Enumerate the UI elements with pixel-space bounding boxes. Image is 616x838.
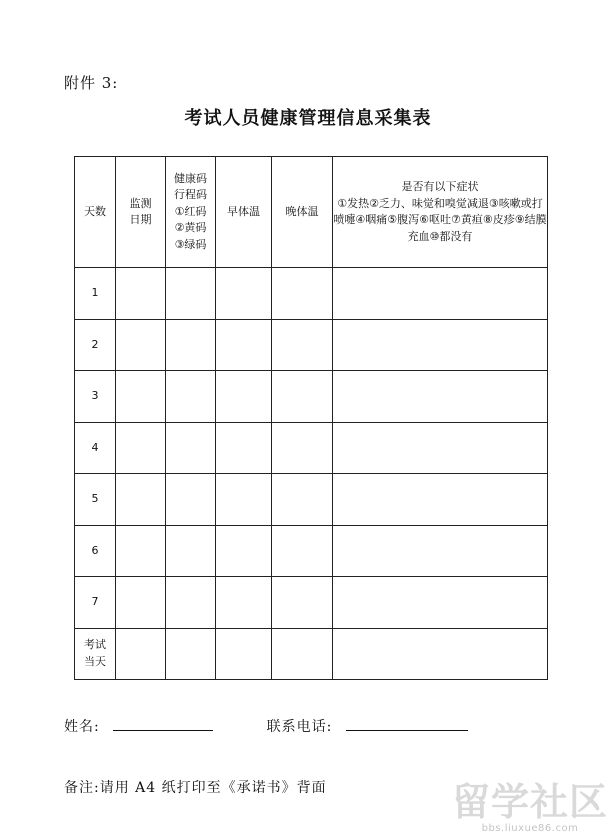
table-row: [75, 268, 548, 320]
symptoms-cell[interactable]: [333, 474, 548, 526]
signature-line: [64, 716, 468, 736]
col-header-day: 天数: [75, 157, 116, 268]
morning-temp-cell[interactable]: [216, 371, 272, 423]
morning-temp-cell[interactable]: [216, 577, 272, 629]
phone-label: 联系电话:: [266, 719, 333, 735]
table-row: [75, 371, 548, 423]
symptoms-cell[interactable]: [333, 371, 548, 423]
day-cell: 4: [75, 422, 116, 474]
col-header-morning-temp: 早体温: [216, 157, 272, 268]
evening-temp-cell[interactable]: [272, 422, 333, 474]
day-cell: 6: [75, 525, 116, 577]
form-title: 考试人员健康管理信息采集表: [184, 108, 432, 129]
date-cell[interactable]: [116, 525, 166, 577]
morning-temp-cell[interactable]: [216, 525, 272, 577]
col-header-evening-temp: 晚体温: [272, 157, 333, 268]
morning-temp-cell[interactable]: [216, 422, 272, 474]
date-cell[interactable]: [116, 577, 166, 629]
col-header-health-code: 健康码 行程码 ①红码 ②黄码 ③绿码: [166, 157, 216, 268]
symptoms-cell[interactable]: [333, 628, 548, 680]
health-code-cell[interactable]: [166, 474, 216, 526]
health-code-cell[interactable]: [166, 628, 216, 680]
attachment-label: 附件 3:: [64, 74, 119, 92]
table-row: [75, 525, 548, 577]
date-cell[interactable]: [116, 422, 166, 474]
col-header-symptoms: 是否有以下症状 ①发热②乏力、味觉和嗅觉减退③咳嗽或打喷嚏④咽痛⑤腹泻⑥呕吐⑦黄疸⑧皮疹⑨结膜充血⑩都没有: [333, 157, 548, 268]
symptoms-cell[interactable]: [333, 525, 548, 577]
evening-temp-cell[interactable]: [272, 371, 333, 423]
symptoms-cell[interactable]: [333, 577, 548, 629]
morning-temp-cell[interactable]: [216, 268, 272, 320]
day-cell: 3: [75, 371, 116, 423]
health-info-table: [74, 156, 548, 680]
day-cell: 考试 当天: [75, 628, 116, 680]
phone-blank[interactable]: [346, 716, 468, 731]
evening-temp-cell[interactable]: [272, 628, 333, 680]
table-header-row: [75, 157, 548, 268]
remark-note: 备注:请用 A4 纸打印至《承诺书》背面: [64, 780, 327, 796]
evening-temp-cell[interactable]: [272, 474, 333, 526]
date-cell[interactable]: [116, 268, 166, 320]
name-blank[interactable]: [113, 716, 213, 731]
table-row: [75, 577, 548, 629]
day-cell: 2: [75, 319, 116, 371]
symptoms-cell[interactable]: [333, 268, 548, 320]
date-cell[interactable]: [116, 371, 166, 423]
health-code-cell[interactable]: [166, 525, 216, 577]
table-row: [75, 474, 548, 526]
table-row: [75, 319, 548, 371]
health-code-cell[interactable]: [166, 268, 216, 320]
evening-temp-cell[interactable]: [272, 577, 333, 629]
table-row: [75, 628, 548, 680]
watermark: [452, 781, 608, 834]
day-cell: 5: [75, 474, 116, 526]
date-cell[interactable]: [116, 474, 166, 526]
table-row: [75, 422, 548, 474]
watermark-logo: 留学社区: [451, 780, 608, 824]
symptoms-cell[interactable]: [333, 319, 548, 371]
watermark-url: bbs.liuxue86.com: [481, 823, 579, 834]
evening-temp-cell[interactable]: [272, 319, 333, 371]
morning-temp-cell[interactable]: [216, 628, 272, 680]
date-cell[interactable]: [116, 319, 166, 371]
date-cell[interactable]: [116, 628, 166, 680]
symptoms-cell[interactable]: [333, 422, 548, 474]
day-cell: 1: [75, 268, 116, 320]
day-cell: 7: [75, 577, 116, 629]
col-header-date: 监测 日期: [116, 157, 166, 268]
health-code-cell[interactable]: [166, 371, 216, 423]
health-code-cell[interactable]: [166, 319, 216, 371]
morning-temp-cell[interactable]: [216, 474, 272, 526]
name-label: 姓名:: [64, 719, 100, 735]
evening-temp-cell[interactable]: [272, 525, 333, 577]
evening-temp-cell[interactable]: [272, 268, 333, 320]
morning-temp-cell[interactable]: [216, 319, 272, 371]
health-code-cell[interactable]: [166, 577, 216, 629]
health-code-cell[interactable]: [166, 422, 216, 474]
